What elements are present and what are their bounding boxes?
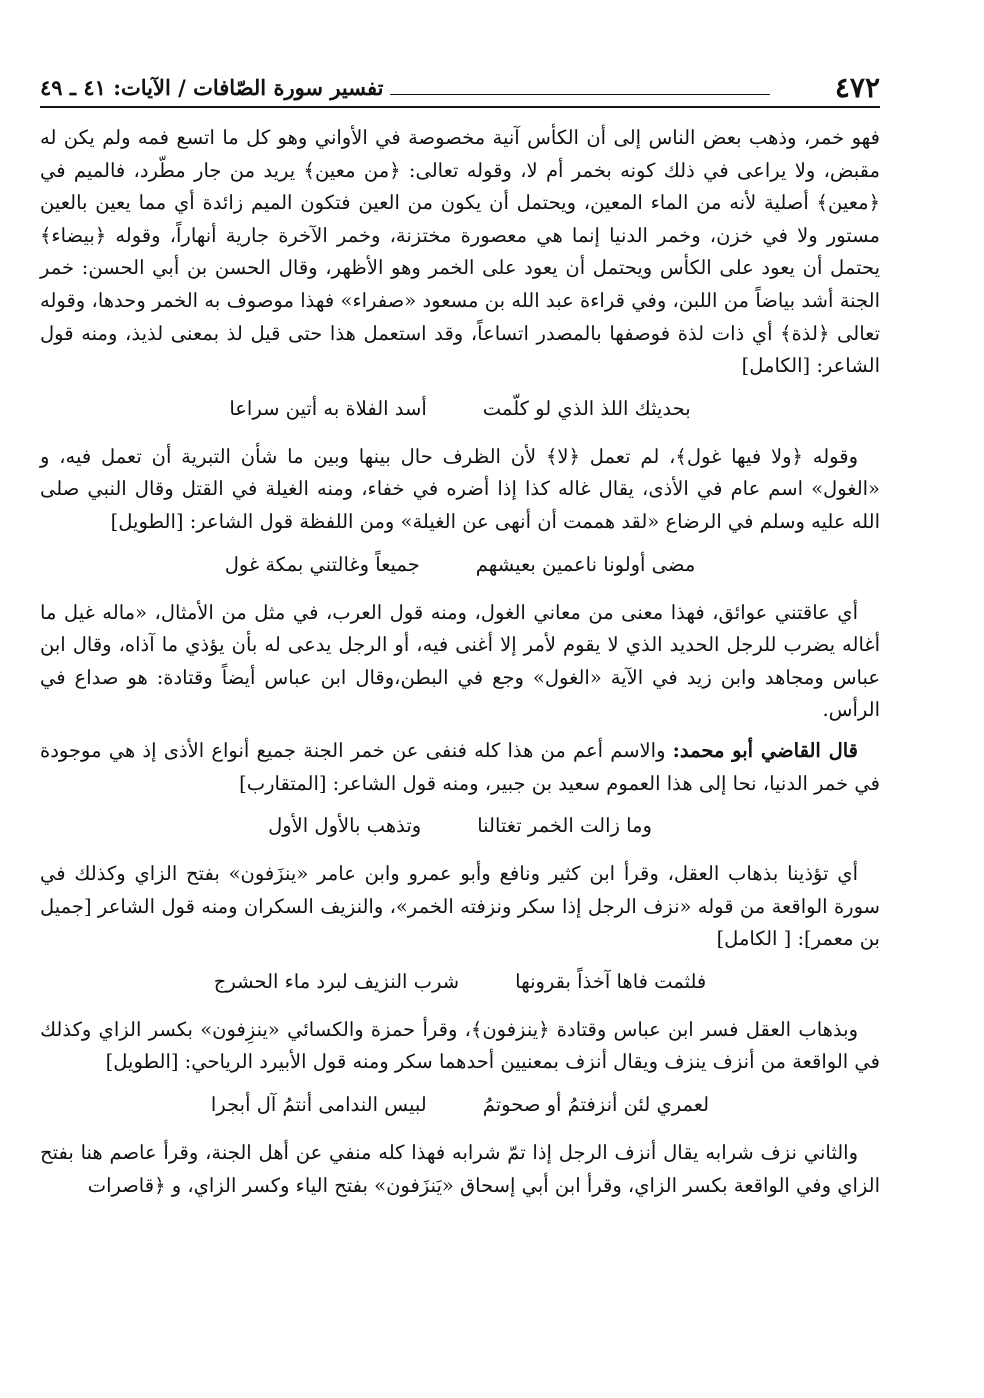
verse-1 — [40, 391, 880, 427]
paragraph-6: وبذهاب العقل فسر ابن عباس وقتادة ﴿ينزفون﴾، وقرأ حمزة والكسائي «ينزِفون» بكسر الزاي وكذلك في الواقعة من أنزف ينزف ويقال أنزف بمعنيين أحدهما سكر ومنه قول الأبيرد الرياحي: [الطويل] — [40, 1017, 880, 1074]
verse-2-first-hemistich: مضى أولونا ناعمين بعيشهم — [475, 552, 696, 576]
verse-4 — [40, 964, 880, 1000]
verse-1-first-hemistich: بحديثك اللذ الذي لو كلّمت — [482, 396, 691, 420]
running-head: تفسير سورة الصّافات / الآيات: ٤١ ـ ٤٩ — [40, 75, 384, 100]
paragraph-4-lead: قال القاضي أبو محمد: — [672, 738, 858, 762]
paragraph-5: أي تؤذينا بذهاب العقل، وقرأ ابن كثير ونافع وأبو عمرو وابن عامر «ينزَفون» بفتح الزاي وكذلك في سورة الواقعة من قوله «نزف الرجل إذا سكر ونزفته الخمر»، والنزيف السكران ومنه قول الشاعر [جميل بن معمر]: [ الكامل] — [40, 862, 880, 951]
verse-5-second-hemistich: لبيس الندامى أنتمُ آل أبجرا — [210, 1093, 427, 1117]
verse-2-second-hemistich: جميعاً وغالتني بمكة غول — [224, 552, 420, 576]
page — [40, 70, 880, 1380]
paragraph-4-text: والاسم أعم من هذا كله فنفى عن خمر الجنة جميع أنواع الأذى إذ هي موجودة في خمر الدنيا، نحا إلى هذا العموم سعيد بن جبير، ومنه قول الشاعر: [المتقارب] — [40, 738, 880, 795]
header-rule — [390, 94, 770, 95]
page-header — [40, 70, 880, 108]
verse-4-first-hemistich: فلثمت فاها آخذاً بقرونها — [515, 969, 707, 993]
verse-1-second-hemistich: أسد الفلاة به أتين سراعا — [229, 396, 427, 420]
paragraph-2: وقوله ﴿ولا فيها غول﴾، لم تعمل ﴿لا﴾ لأن الظرف حال بينها وبين ما شأن التبرية أن تعمل فيه، و «الغول» اسم عام في الأذى، يقال غاله كذا إذا أضره في خفاء، ومنه الغيلة في القتل وقال النبي صلى الله عليه وسلم في الرضاع «لقد هممت أن أنهى عن الغيلة» ومن اللفظة قول الشاعر: [الطويل] — [40, 444, 880, 533]
paragraph-3: أي عاقتني عوائق، فهذا معنى من معاني الغول، ومنه قول العرب، في مثل من الأمثال، «ماله غيل ما أغاله يضرب للرجل الحديد الذي لا يقوم لأمر إلا أغنى فيه، أو الرجل يدعى له بأن يؤذي ما آذاه، وقال ابن عباس ومجاهد وابن زيد في الآية «الغول» وجع في البطن،وقال ابن عباس أيضاً وقتادة: هو صداع في الرأس. — [40, 600, 880, 722]
body-text — [40, 122, 880, 1202]
verse-3-first-hemistich: وما زالت الخمر تغتالنا — [477, 814, 652, 838]
verse-4-second-hemistich: شرب النزيف لبرد ماء الحشرج — [213, 969, 460, 993]
paragraph-1: فهو خمر، وذهب بعض الناس إلى أن الكأس آنية مخصوصة في الأواني وهو كل ما اتسع فمه ولم يكن له مقبض، ولا يراعى في ذلك كونه بخمر أم لا، وقوله تعالى: ﴿من معين﴾ يريد من جار مطّرد، فالميم في ﴿معين﴾ أصلية لأنه من الماء المعين، ويحتمل أن يكون من العين فتكون الميم زائدة أي مما يعين بالعين مستور ولا في خزن، وخمر الدنيا إنما هي معصورة مختزنة، وخمر الآخرة جارية أنهاراً، وقوله ﴿بيضاء﴾ يحتمل أن يعود على الكأس ويحتمل أن يعود على الخمر وهو الأظهر، وقال الحسن بن أبي الحسن: خمر الجنة أشد بياضاً من اللبن، وفي قراءة عبد الله بن مسعود «صفراء» فهذا موصوف به الخمر وحدها، وقوله تعالى ﴿لذة﴾ أي ذات لذة فوصفها بالمصدر اتساعاً، وقد استعمل هذا حتى قيل لذ بمعنى لذيذ، ومنه قول الشاعر: [الكامل] — [40, 126, 880, 378]
verse-3 — [40, 808, 880, 844]
verse-2 — [40, 547, 880, 583]
paragraph-4 — [40, 735, 880, 800]
paragraph-7: والثاني نزف شرابه يقال أنزف الرجل إذا تمّ شرابه فهذا كله منفي عن أهل الجنة، وقرأ عاصم هنا بفتح الزاي وفي الواقعة بكسر الزاي، وقرأ ابن أبي إسحاق «يَنزَفون» بفتح الياء وكسر الزاي، و ﴿قاصرات — [40, 1141, 880, 1197]
verse-5-first-hemistich: لعمري لئن أنزفتمُ أو صحوتمُ — [482, 1093, 710, 1117]
verse-3-second-hemistich: وتذهب بالأول الأول — [268, 814, 422, 838]
page-number: ٤٧٢ — [834, 71, 880, 104]
verse-5 — [40, 1087, 880, 1123]
